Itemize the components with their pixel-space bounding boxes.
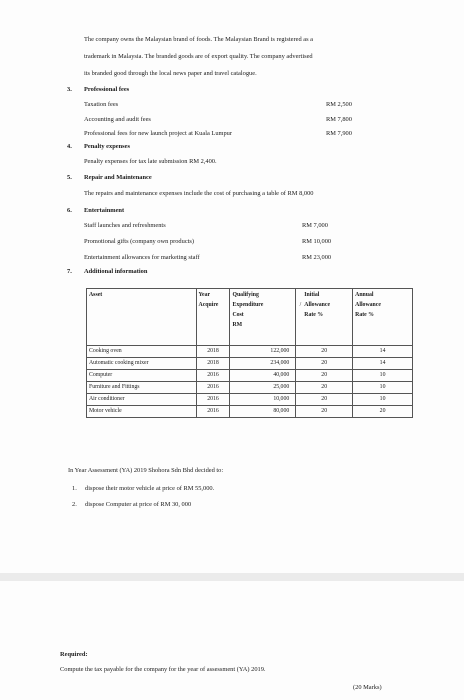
marks-label: (20 Marks) [353,684,382,691]
header-asset: Asset [87,289,197,346]
header-qualifying-expenditure: Qualifying Expenditure / Cost RM [230,289,296,346]
cell-ia: 20 [296,346,353,358]
section-4-number: 4. [67,143,72,150]
table-row [87,370,413,382]
cell-qe: 122,000 [230,346,296,358]
s3-item-3-amount: RM 7,900 [326,130,352,137]
cell-aa: 10 [353,394,413,406]
intro-line-1: The company owns the Malaysian brand of foods. The Malaysian Brand is registered as a [84,36,313,43]
table-header-row [87,289,413,346]
s6-item-2-amount: RM 10,000 [302,238,332,245]
section-5-number: 5. [67,174,72,181]
cell-asset: Air conditioner [87,394,197,406]
s3-item-3-label: Professional fees for new launch project at Kuala Lumpur [84,130,232,137]
cell-year: 2018 [196,358,230,370]
cell-aa: 20 [353,406,413,418]
cell-ia: 20 [296,370,353,382]
cell-ia: 20 [296,406,353,418]
cell-year: 2018 [196,346,230,358]
cell-qe: 10,000 [230,394,296,406]
section-4-title: Penalty expenses [84,143,130,150]
table-row [87,406,413,418]
decision-1-number: 1. [72,485,77,492]
cell-qe: 40,000 [230,370,296,382]
s6-item-3-amount: RM 23,000 [302,254,332,261]
cell-aa: 14 [353,358,413,370]
section-3-title: Professional fees [84,86,130,93]
intro-line-3: its branded good through the local news paper and travel catalogue. [84,70,257,77]
cell-aa: 10 [353,382,413,394]
s6-item-1-label: Staff launches and refreshments [84,222,166,229]
s3-item-1-label: Taxation fees [84,101,119,108]
table-row [87,358,413,370]
intro-line-2: trademark in Malaysia. The branded goods are of export quality. The company advertised [84,53,313,60]
section-5-text: The repairs and maintenance expenses include the cost of purchasing a table of RM 8,000 [84,190,314,197]
cell-qe: 25,000 [230,382,296,394]
section-5-title: Repair and Maintenance [84,174,152,181]
header-annual-allowance: Annual Allowance Rate % [353,289,413,346]
section-6-number: 6. [67,207,72,214]
cell-asset: Automatic cooking mixer [87,358,197,370]
document-page-2 [0,581,464,700]
cell-asset: Cooking oven [87,346,197,358]
asset-table [86,288,413,418]
cell-asset: Computer [87,370,197,382]
decision-1-text: dispose their motor vehicle at price of RM 55,000. [85,485,215,492]
cell-aa: 10 [353,370,413,382]
required-label: Required: [60,651,88,658]
cell-qe: 80,000 [230,406,296,418]
section-3-number: 3. [67,86,72,93]
decision-2-number: 2. [72,501,77,508]
cell-ia: 20 [296,382,353,394]
cell-asset: Furniture and Fittings [87,382,197,394]
table-row [87,394,413,406]
table-row [87,382,413,394]
section-7-title: Additional information [84,268,148,275]
section-7-number: 7. [67,268,72,275]
header-slash: / [299,302,302,308]
cell-qe: 234,000 [230,358,296,370]
cell-year: 2016 [196,394,230,406]
cell-ia: 20 [296,358,353,370]
cell-year: 2016 [196,406,230,418]
decision-intro: In Year Assessment (YA) 2019 Shohora Sdn Bhd decided to: [68,467,224,474]
s3-item-2-amount: RM 7,800 [326,116,352,123]
section-6-title: Entertainment [84,207,125,214]
header-initial-allowance: Initial Allowance Rate % [296,289,353,346]
header-year: Year Acquire [196,289,230,346]
cell-year: 2016 [196,382,230,394]
cell-asset: Motor vehicle [87,406,197,418]
s6-item-2-label: Promotional gifts (company own products) [84,238,195,245]
cell-year: 2016 [196,370,230,382]
decision-2-text: dispose Computer at price of RM 30, 000 [85,501,192,508]
required-text: Compute the tax payable for the company for the year of assessment (YA) 2019. [60,666,266,673]
s6-item-1-amount: RM 7,000 [302,222,328,229]
s3-item-2-label: Accounting and audit fees [84,116,151,123]
cell-ia: 20 [296,394,353,406]
table-row [87,346,413,358]
s3-item-1-amount: RM 2,500 [326,101,352,108]
cell-aa: 14 [353,346,413,358]
section-4-text: Penalty expenses for tax late submission RM 2,400. [84,158,217,165]
s6-item-3-label: Entertainment allowances for marketing staff [84,254,200,261]
